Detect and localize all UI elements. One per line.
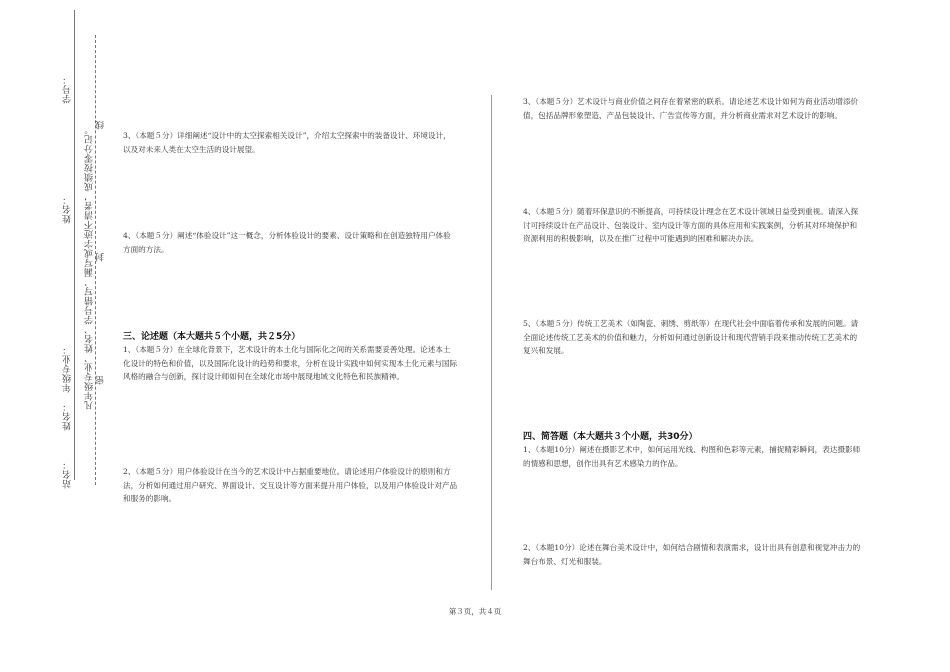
seal-mark-feng: 封 <box>96 252 106 262</box>
s3-q1: 1、（本题５分）在全球化背景下，艺术设计的本土化与国际化之间的关系需要妥善处理。论述本土化设计的特色和价值，以及国际化设计的趋势和要求，分析在设计实践中如何实现本土化元素与国际风格的融合与创新，探讨设计师如何在全球化市场中展现地域文化特色和民族精神。 <box>123 345 458 381</box>
s3-q2: 2、（本题５分）用户体验设计在当今的艺术设计中占据重要地位。请论述用户体验设计的原则和方法，分析如何通过用户研究、界面设计、交互设计等方面来提升用户体验，以及用户体验设计对产品和服务的影响。 <box>123 467 458 503</box>
right-q5: 5、（本题５分）传统工艺美术（如陶瓷、刺绣、剪纸等）在现代社会中面临着传承和发展的问题。请全面论述传统工艺美术的价值和魅力，分析如何通过创新设计和现代营销手段来推动传统工艺美术的复兴和发展。 <box>523 319 859 355</box>
left-q4: 4、（本题５分）阐述“体验设计”这一概念，分析体验设计的要素、设计策略和在创造独特用户体验方面的方法。 <box>123 231 451 254</box>
left-q3: 3、（本题５分）详细阐述“设计中的太空探索相关设计”，介绍太空探索中的装备设计、环境设计，以及对未来人类在太空生活的设计展望。 <box>123 131 451 154</box>
binding-margin <box>0 0 112 672</box>
right-q3: 3、（本题５分）艺术设计与商业价值之间存在着紧密的联系。请论述艺术设计如何为商业活动增添价值，包括品牌形象塑造、产品包装设计、广告宣传等方面，并分析商业需求对艺术设计的影响。 <box>523 97 859 120</box>
s4-q2: 2、（本题10分）论述在舞台美术设计中，如何结合剧情和表演需求，设计出具有创意和视觉冲击力的舞台布景、灯光和服装。 <box>523 543 861 566</box>
column-divider <box>491 95 492 590</box>
section-4-title: 四、简答题（本大题共３个小题，共30分） <box>523 432 698 442</box>
binding-warning: 凡年级专业、姓名、学号错写、漏写或字迹不清者，成绩按零分记。 <box>85 125 95 410</box>
student-id-label: 学号： <box>63 75 73 104</box>
page-number: 第３页，共４页 <box>448 607 502 616</box>
section-3-title: 三、论述题（本大题共５个小题，共２5分） <box>123 332 301 342</box>
s4-q1: 1、（本题10分）阐述在摄影艺术中，如何运用光线、构图和色彩等元素，捕捉精彩瞬间，表达摄影师的情感和思想，创作出具有艺术感染力的作品。 <box>523 445 861 468</box>
binding-line <box>74 10 75 480</box>
name-label: 姓名： <box>63 195 73 224</box>
right-q4: 4、（本题５分）随着环保意识的不断提高，可持续设计理念在艺术设计领域日益受到重视。请深入探讨可持续设计在产品设计、包装设计、室内设计等方面的具体应用和实践案例，分析其对环境保护和资源利用的积极影响，以及在推广过程中可能遇到的困难和解决办法。 <box>523 207 859 243</box>
seal-mark-mi: 密 <box>96 375 106 385</box>
seal-mark-line: 线 <box>96 120 106 130</box>
station-label: 站名： <box>63 460 73 489</box>
major-label: 姓名： 年级专业： <box>63 345 73 431</box>
